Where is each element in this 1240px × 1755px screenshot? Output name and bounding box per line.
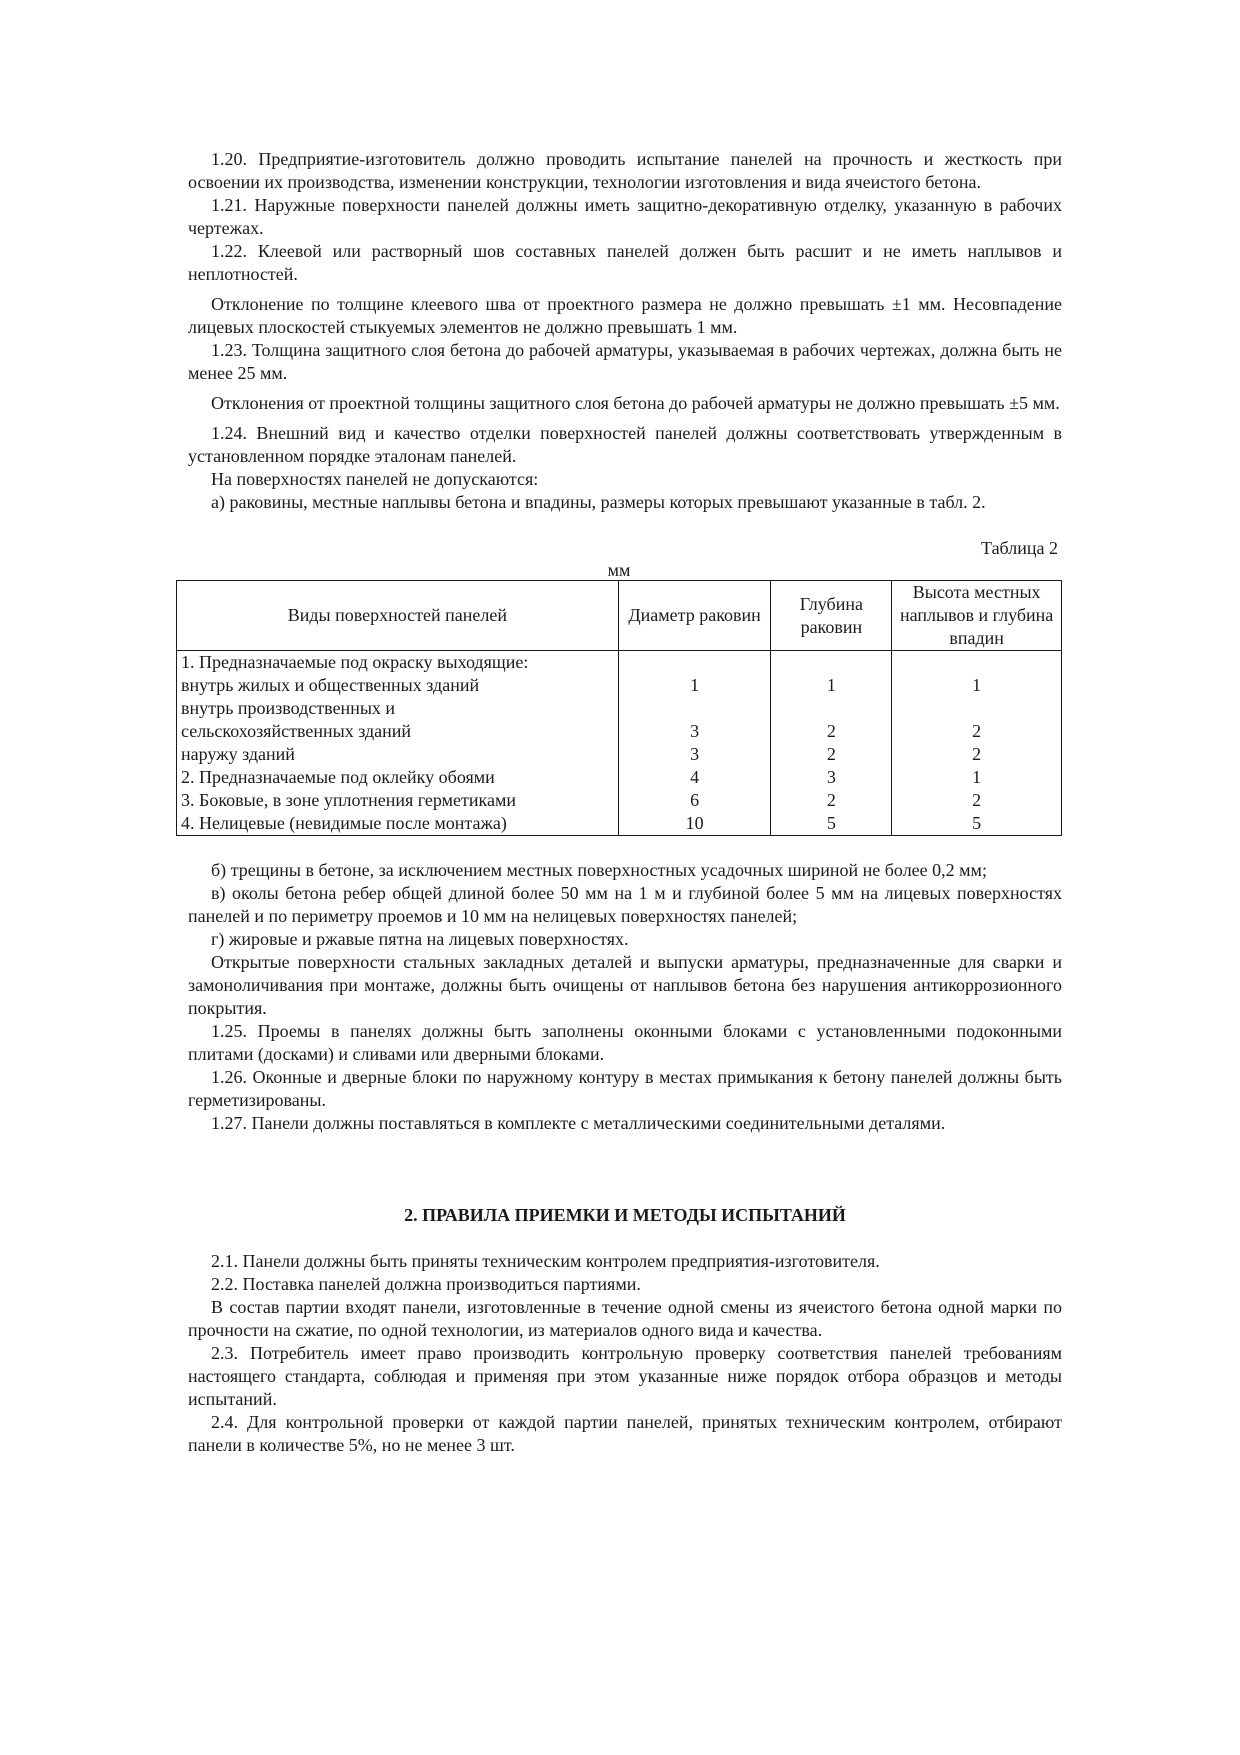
paragraph-2-1: 2.1. Панели должны быть приняты техническим контролем предприятия-изготовителя. [211, 1251, 880, 1271]
cell-height: 5 [892, 812, 1062, 836]
cell-depth [771, 697, 892, 720]
cell-surface: внутрь жилых и общественных зданий [177, 674, 619, 697]
paragraph-seam-deviation: Отклонение по толщине клеевого шва от проектного размера не должно превышать ±1 мм. Несовпадение лицевых плоскостей стыкуемых элементов не должно превышать 1 мм. [188, 294, 1062, 337]
cell-height [892, 651, 1062, 675]
paragraph-1-24: 1.24. Внешний вид и качество отделки поверхностей панелей должны соответствовать утвержденным в установленном порядке эталонам панелей. [188, 423, 1062, 466]
paragraph-cover-deviation: Отклонения от проектной толщины защитного слоя бетона до рабочей арматуры не должно превышать ±5 мм. [211, 393, 1060, 413]
table-row [177, 674, 1062, 697]
table-row [177, 720, 1062, 743]
table-row [177, 766, 1062, 789]
cell-height: 2 [892, 743, 1062, 766]
paragraph-1-27: 1.27. Панели должны поставляться в комплекте с металлическими соединительными деталями. [211, 1113, 946, 1133]
paragraph-not-allowed: На поверхностях панелей не допускаются: [211, 469, 539, 489]
cell-height: 1 [892, 674, 1062, 697]
cell-surface: 3. Боковые, в зоне уплотнения герметиками [177, 789, 619, 812]
section-after-table [188, 859, 1062, 1135]
cell-diameter [618, 697, 771, 720]
cell-surface: сельскохозяйственных зданий [177, 720, 619, 743]
table-row [177, 743, 1062, 766]
paragraph-2-3: 2.3. Потребитель имеет право производить контрольную проверку соответствия панелей требованиям настоящего стандарта, соблюдая и применяя при этом указанные ниже порядок отбора образцов и методы испытаний. [188, 1343, 1062, 1409]
paragraph-item-v: в) околы бетона ребер общей длиной более 50 мм на 1 м и глубиной более 5 мм на лицевых поверхностях панелей и по периметру проемов и 10 мм на нелицевых поверхностях панелей; [188, 883, 1062, 926]
cell-height: 1 [892, 766, 1062, 789]
cell-diameter: 1 [618, 674, 771, 697]
paragraph-1-26: 1.26. Оконные и дверные блоки по наружному контуру в местах примыкания к бетону панелей должны быть герметизированы. [188, 1067, 1062, 1110]
paragraph-2-2: 2.2. Поставка панелей должна производиться партиями. [211, 1274, 641, 1294]
paragraph-embedded-parts: Открытые поверхности стальных закладных деталей и выпуски арматуры, предназначенные для сварки и замоноличивания при монтаже, должны быть очищены от наплывов бетона без нарушения антикоррозионного покрытия. [188, 952, 1062, 1018]
cell-surface: 4. Нелицевые (невидимые после монтажа) [177, 812, 619, 836]
cell-surface: 2. Предназначаемые под оклейку обоями [177, 766, 619, 789]
header-surface-type: Виды поверхностей панелей [177, 581, 619, 651]
cell-depth: 5 [771, 812, 892, 836]
paragraph-1-25: 1.25. Проемы в панелях должны быть заполнены оконными блоками с установленными подоконными плитами (досками) и сливами или дверными блоками. [188, 1021, 1062, 1064]
cell-depth: 3 [771, 766, 892, 789]
table-caption: Таблица 2 [981, 538, 1058, 558]
header-cavity-diameter: Диаметр раковин [618, 581, 771, 651]
cell-height: 2 [892, 789, 1062, 812]
paragraph-1-23: 1.23. Толщина защитного слоя бетона до рабочей арматуры, указываемая в рабочих чертежах, должна быть не менее 25 мм. [188, 340, 1062, 383]
cell-height [892, 697, 1062, 720]
table-2 [176, 580, 1062, 836]
cell-diameter: 3 [618, 743, 771, 766]
paragraph-item-a: а) раковины, местные наплывы бетона и впадины, размеры которых превышают указанные в табл. 2. [211, 492, 986, 512]
cell-depth: 1 [771, 674, 892, 697]
cell-diameter [618, 651, 771, 675]
paragraph-1-22: 1.22. Клеевой или растворный шов составных панелей должен быть расшит и не иметь наплывов и неплотностей. [188, 241, 1062, 284]
table-row [177, 789, 1062, 812]
cell-surface: наружу зданий [177, 743, 619, 766]
cell-diameter: 10 [618, 812, 771, 836]
cell-surface: 1. Предназначаемые под окраску выходящие: [177, 651, 619, 675]
cell-height: 2 [892, 720, 1062, 743]
cell-depth: 2 [771, 789, 892, 812]
paragraph-2-4: 2.4. Для контрольной проверки от каждой партии панелей, принятых техническим контролем, отбирают панели в количестве 5%, но не менее 3 шт. [188, 1412, 1062, 1455]
cell-depth [771, 651, 892, 675]
cell-diameter: 4 [618, 766, 771, 789]
document-page [181, 148, 1062, 1457]
table-row [177, 697, 1062, 720]
table-unit: мм [607, 560, 631, 580]
section-heading: 2. ПРАВИЛА ПРИЕМКИ И МЕТОДЫ ИСПЫТАНИЙ [404, 1205, 846, 1225]
cell-depth: 2 [771, 720, 892, 743]
paragraph-1-21: 1.21. Наружные поверхности панелей должны иметь защитно-декоративную отделку, указанную в рабочих чертежах. [188, 195, 1062, 238]
cell-depth: 2 [771, 743, 892, 766]
paragraph-item-g: г) жировые и ржавые пятна на лицевых поверхностях. [211, 929, 629, 949]
table-row [177, 812, 1062, 836]
table-header-row [177, 581, 1062, 651]
cell-diameter: 6 [618, 789, 771, 812]
table-row [177, 651, 1062, 675]
cell-surface: внутрь производственных и [177, 697, 619, 720]
paragraph-1-20: 1.20. Предприятие-изготовитель должно проводить испытание панелей на прочность и жесткость при освоении их производства, изменении конструкции, технологии изготовления и вида ячеистого бетона. [188, 149, 1062, 192]
cell-diameter: 3 [618, 720, 771, 743]
paragraph-batch-composition: В состав партии входят панели, изготовленные в течение одной смены из ячеистого бетона одной марки по прочности на сжатие, по одной технологии, из материалов одного вида и качества. [188, 1297, 1062, 1340]
header-bulge-height: Высота местных наплывов и глубина впадин [892, 581, 1062, 651]
paragraph-item-b: б) трещины в бетоне, за исключением местных поверхностных усадочных шириной не более 0,2 мм; [211, 860, 987, 880]
header-cavity-depth: Глубина раковин [771, 581, 892, 651]
